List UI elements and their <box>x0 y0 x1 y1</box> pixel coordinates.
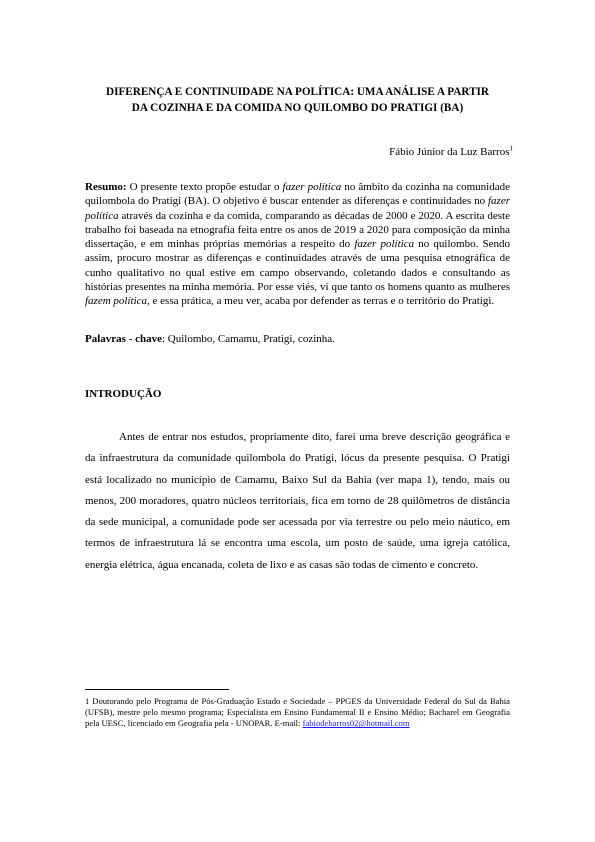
abstract-text-5: e essa prática, a meu ver, acaba por defender as terras e o território do Pratigi. <box>149 295 495 308</box>
abstract-label: Resumo: <box>85 181 127 193</box>
abstract-text-2: no âmbito da cozinha na comunidade quilombola do Pratigi (BA). O objetivo é buscar entender as diferenças e continuidades no <box>85 181 511 208</box>
footnote-divider <box>85 689 229 690</box>
section-heading-introduction: INTRODUÇÃO <box>85 388 162 400</box>
paper-title <box>80 84 515 116</box>
title-line-1: DIFERENÇA E CONTINUIDADE NA POLÍTICA: UMA ANÁLISE A PARTIR <box>106 86 489 98</box>
abstract <box>85 180 510 309</box>
author-footnote-mark[interactable]: 1 <box>509 144 513 153</box>
abstract-text-1: O presente texto propõe estudar o <box>126 181 283 193</box>
abstract-text-4: no quilombo. Sendo assim, procuro mostrar as diferenças e continuidades através de uma pesquisa etnográfica de cunho qualitativo no qual estive em campo observando, coletando dados e consultando as histórias presentes na minha memória. Por esse viés, vi que tanto os homens quanto as mulheres <box>85 238 511 294</box>
intro-paragraph: Antes de entrar nos estudos, propriamente dito, farei uma breve descrição geográfica e da infraestrutura da comunidade quilombola do Pratigi, lócus da presente pesquisa. O Pratigi está localizado no município de Camamu, Baixo Sul da Bahia (ver mapa 1), tendo, mais ou menos, 200 moradores, quatro núcleos territoriais, fica em torno de 28 quilômetros de distância da sede municipal, a comunidade pode ser acessada por via terrestre ou pelo meio náutico, em termos de infraestrutura lá se encontra uma escola, um posto de saúde, uma igreja católica, energia elétrica, água encanada, coleta de lixo e as casas são todas de cimento e concreto. <box>85 431 510 571</box>
keywords <box>85 332 510 346</box>
abstract-emphasis-1: fazer política <box>282 181 342 193</box>
footnote-email-link[interactable]: fabiodebarros02@hotmail.com <box>302 718 410 729</box>
keywords-label: Palavras - chave <box>85 333 162 345</box>
footnote-text: 1 Doutorando pelo Programa de Pós-Graduação Estado e Sociedade – PPGES da Universidade Federal do Sul da Bahia (UFSB), mestre pelo mesmo programa; Especialista em Ensino Fundamental II e Ensino Médio; Bacharel em Geografia pela UESC, licenciado em Geografia pela - UNOPAR. E-mail: <box>85 696 510 729</box>
abstract-text-3: através da cozinha e da comida, comparando as décadas de 2000 e 2020. A escrita deste trabalho foi baseada na etnografia feita entre os anos de 2019 a 2020 para composição da minha dissertação, e em minhas próprias memórias a respeito do <box>85 209 510 251</box>
author-line <box>389 145 513 159</box>
author-name: Fábio Júnior da Luz Barros <box>389 146 510 158</box>
keywords-text: : Quilombo, Camamu, Pratigi, cozinha. <box>161 333 335 345</box>
footnote <box>85 696 510 730</box>
abstract-emphasis-4: fazem política, <box>85 295 150 308</box>
title-line-2: DA COZINHA E DA COMIDA NO QUILOMBO DO PRATIGI (BA) <box>131 102 464 114</box>
abstract-emphasis-2: fazer política <box>85 195 510 222</box>
abstract-emphasis-3: fazer política <box>354 238 415 251</box>
